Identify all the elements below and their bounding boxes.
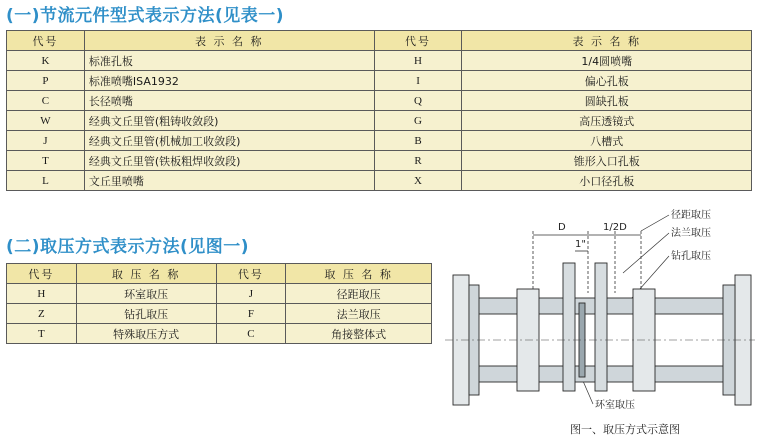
row-name: 经典文丘里管(粗铸收敛段): [84, 111, 374, 131]
table-header-row: [7, 264, 432, 284]
header-name: 取 压 名 称: [286, 264, 432, 284]
row-name: 小口径孔板: [462, 171, 752, 191]
row-code: F: [216, 304, 286, 324]
table-row: [7, 111, 752, 131]
radius-tap-label: 径距取压: [671, 210, 711, 221]
header-name: 表 示 名 称: [462, 31, 752, 51]
row-code: L: [7, 171, 85, 191]
figure-caption: 图一、取压方式示意图: [570, 423, 680, 436]
row-name: 文丘里喷嘴: [84, 171, 374, 191]
table-row: [7, 324, 432, 344]
row-code: X: [374, 171, 462, 191]
row-code: Z: [7, 304, 77, 324]
row-code: P: [7, 71, 85, 91]
row-code: Q: [374, 91, 462, 111]
row-code: J: [7, 131, 85, 151]
dimension-lines: [533, 231, 641, 293]
row-name: 经典文丘里管(机械加工收敛段): [84, 131, 374, 151]
row-name: 1/4圆喷嘴: [462, 51, 752, 71]
ring-tap-label: 环室取压: [595, 400, 635, 411]
row-name: 径距取压: [286, 284, 432, 304]
table-row: [7, 71, 752, 91]
row-name: 标准喷嘴ISA1932: [84, 71, 374, 91]
pressure-tap-diagram: [445, 203, 755, 447]
row-code: K: [7, 51, 85, 71]
row-code: C: [7, 91, 85, 111]
row-code: B: [374, 131, 462, 151]
dimension-d-label: D: [558, 222, 566, 233]
row-name: 圆缺孔板: [462, 91, 752, 111]
row-name: 锥形入口孔板: [462, 151, 752, 171]
table-row: [7, 131, 752, 151]
row-code: T: [7, 151, 85, 171]
row-code: G: [374, 111, 462, 131]
header-code: 代号: [7, 264, 77, 284]
row-name: 八槽式: [462, 131, 752, 151]
drilled-tap-label: 钻孔取压: [671, 251, 711, 262]
row-name: 高压透镜式: [462, 111, 752, 131]
header-code: 代号: [216, 264, 286, 284]
flange-tap-label: 法兰取压: [671, 228, 711, 239]
row-name: 经典文丘里管(铁板粗焊收敛段): [84, 151, 374, 171]
header-name: 表 示 名 称: [84, 31, 374, 51]
row-code: T: [7, 324, 77, 344]
row-name: 法兰取压: [286, 304, 432, 324]
header-name: 取 压 名 称: [76, 264, 216, 284]
section2-title: (二)取压方式表示方法(见图一): [6, 237, 250, 257]
table-row: [7, 304, 432, 324]
row-name: 标准孔板: [84, 51, 374, 71]
section1-title: (一)节流元件型式表示方法(见表一): [6, 6, 285, 26]
pressure-tap-table: [6, 263, 432, 344]
dimension-half-d-label: 1/2D: [603, 222, 627, 233]
row-name: 钻孔取压: [76, 304, 216, 324]
row-name: 特殊取压方式: [76, 324, 216, 344]
throttle-element-table: [6, 30, 752, 191]
table-row: [7, 51, 752, 71]
row-code: W: [7, 111, 85, 131]
pipe-assembly: [453, 263, 751, 405]
row-name: 环室取压: [76, 284, 216, 304]
row-code: I: [374, 71, 462, 91]
row-code: H: [7, 284, 77, 304]
dimension-inch-label: 1": [575, 239, 586, 250]
row-code: C: [216, 324, 286, 344]
table-row: [7, 284, 432, 304]
table-row: [7, 151, 752, 171]
header-code: 代号: [7, 31, 85, 51]
row-name: 偏心孔板: [462, 71, 752, 91]
row-name: 长径喷嘴: [84, 91, 374, 111]
row-code: H: [374, 51, 462, 71]
table-row: [7, 91, 752, 111]
row-name: 角接整体式: [286, 324, 432, 344]
table-header-row: [7, 31, 752, 51]
table-row: [7, 171, 752, 191]
row-code: R: [374, 151, 462, 171]
header-code: 代号: [374, 31, 462, 51]
row-code: J: [216, 284, 286, 304]
